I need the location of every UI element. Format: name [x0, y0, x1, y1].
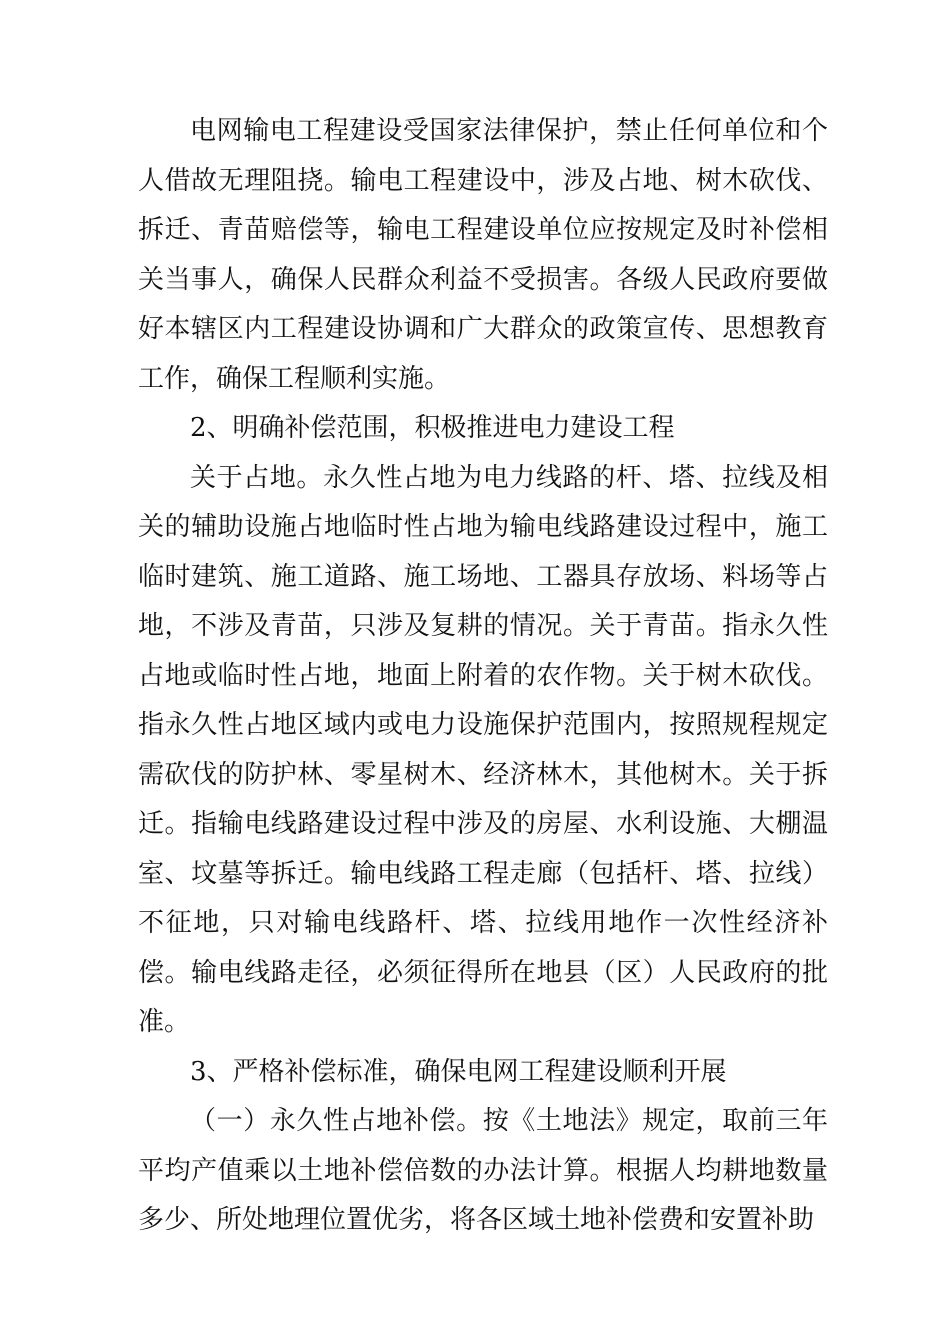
- document-body: [138, 107, 828, 1246]
- paragraph-land-occupation-definitions: 关于占地。永久性占地为电力线路的杆、塔、拉线及相关的辅助设施占地临时性占地为输电线路建设过程中，施工临时建筑、施工道路、施工场地、工器具存放场、料场等占地，不涉及青苗，只涉及复耕的情况。关于青苗。指永久性占地或临时性占地，地面上附着的农作物。关于树木砍伐。指永久性占地区域内或电力设施保护范围内，按照规程规定需砍伐的防护林、零星树木、经济林木，其他树木。关于拆迁。指输电线路建设过程中涉及的房屋、水利设施、大棚温室、坟墓等拆迁。输电线路工程走廊（包括杆、塔、拉线）不征地，只对输电线路杆、塔、拉线用地作一次性经济补偿。输电线路走径，必须征得所在地县（区）人民政府的批准。: [138, 462, 828, 1037]
- section-heading-compensation-scope: 2、明确补偿范围，积极推进电力建设工程: [190, 413, 675, 443]
- paragraph-power-grid-protection: 电网输电工程建设受国家法律保护，禁止任何单位和个人借故无理阻挠。输电工程建设中，涉及占地、树木砍伐、拆迁、青苗赔偿等，输电工程建设单位应按规定及时补偿相关当事人，确保人民群众利益不受损害。各级人民政府要做好本辖区内工程建设协调和广大群众的政策宣传、思想教育工作，确保工程顺利实施。: [138, 116, 828, 394]
- section-heading-compensation-standards: 3、严格补偿标准，确保电网工程建设顺利开展: [190, 1056, 727, 1087]
- paragraph-permanent-land-compensation: （一）永久性占地补偿。按《土地法》规定，取前三年平均产值乘以土地补偿倍数的办法计算。根据人均耕地数量多少、所处地理位置优劣，将各区域土地补偿费和安置补助: [138, 1106, 828, 1235]
